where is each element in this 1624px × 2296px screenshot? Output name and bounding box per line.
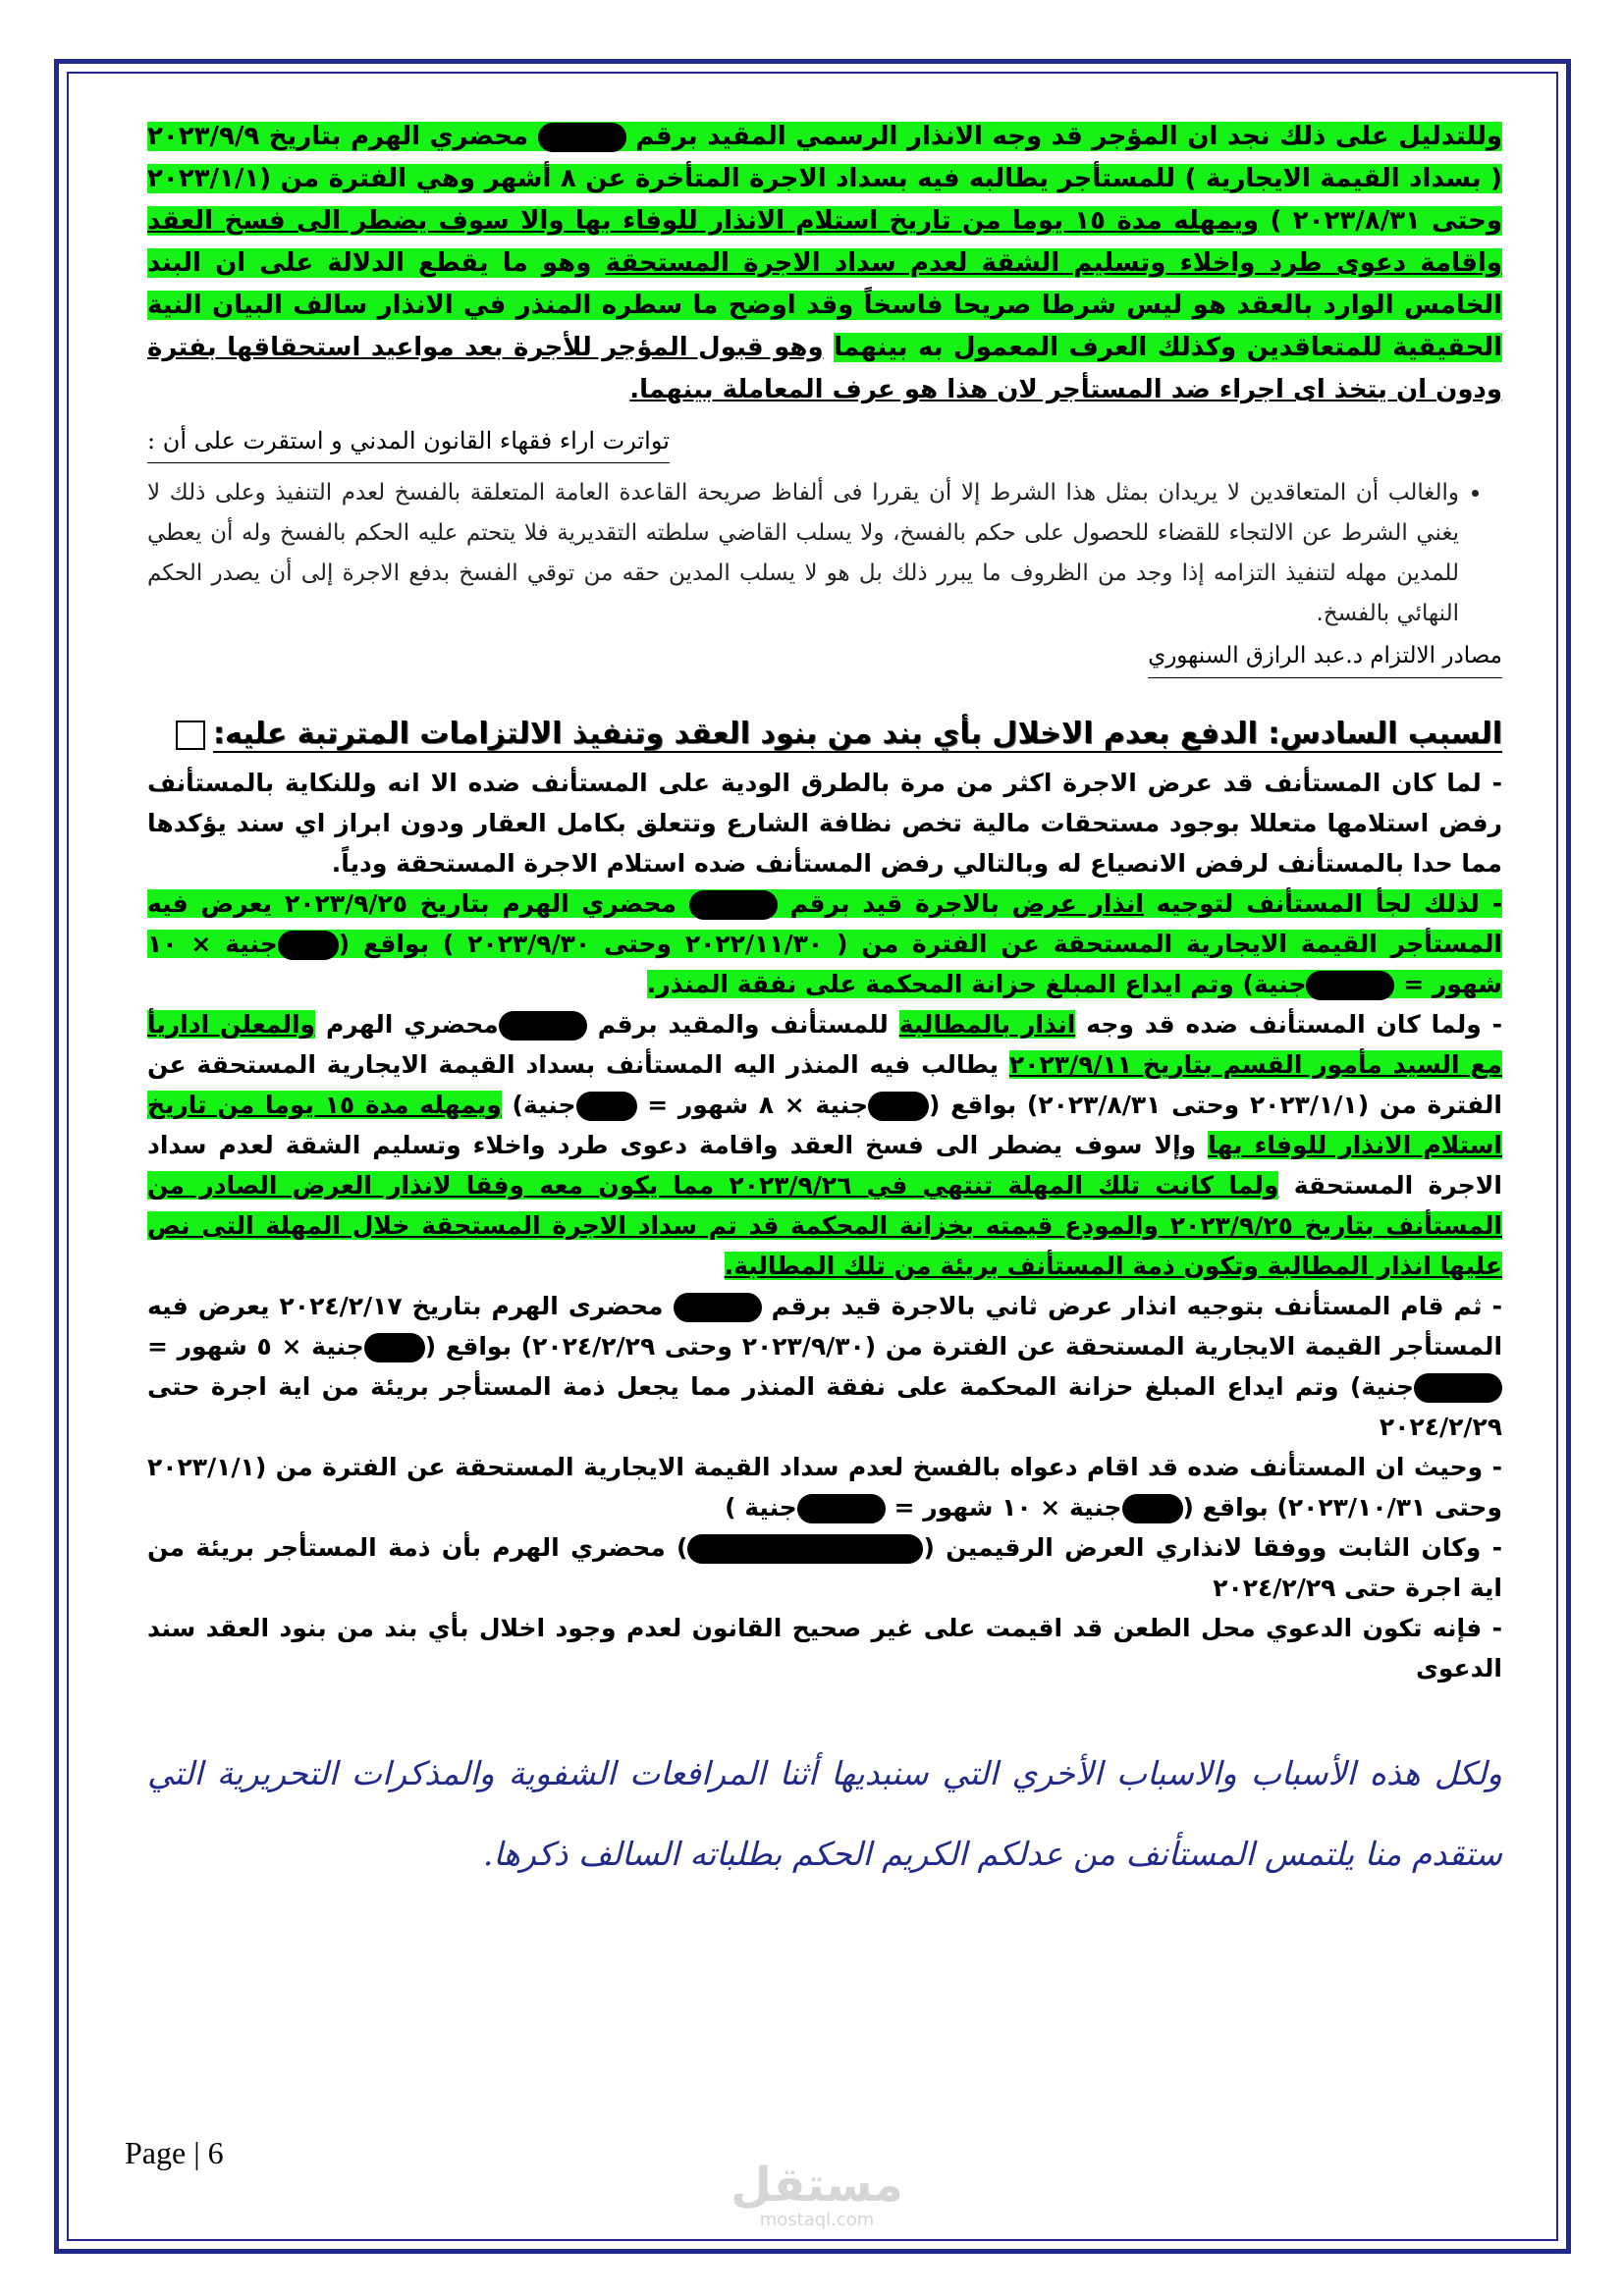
- redacted-amount: [868, 1092, 929, 1121]
- highlighted-text: وللتدليل على ذلك نجد ان المؤجر قد وجه الانذار الرسمي المقيد برقم محضري الهرم بتاريخ ٢٠٢٣/٩/٩ ( بسداد القيمة الايجارية ) للمستأجر يطالبه فيه بسداد الاجرة المتأخرة عن ٨ أشهر وهي الفترة من (٢٠٢٣/١/١ وحتى ٢٠٢٣/٨/٣١ ) ويمهله مدة ١٥ يوما من تاريخ استلام الانذار للوفاء بها والا سوف يضطر الى فسخ العقد واقامة دعوى طرد واخلاء وتسليم الشقة لعدم سداد الاجرة المستحقة وهو ما يقطع الدلالة على ان البند الخامس الوارد بالعقد هو ليس شرطا صريحا فاسخاً وقد اوضح ما سطره المنذر في الانذار سالف البيان النية الحقيقية للمتعاقدين وكذلك العرف المعمول به بينهما: [147, 122, 1503, 362]
- section-six-heading: [147, 710, 1502, 759]
- section6-bullet-6: - وكان الثابت ووفقا لانذاري العرض الرقيمين () محضري الهرم بأن ذمة المستأجر بريئة من اية اجرة حتى ٢٠٢٤/٢/٢٩: [147, 1533, 1502, 1602]
- section6-bullet-2: [147, 883, 1502, 1004]
- quote-source: مصادر الالتزام د.عبد الرازق السنهوري: [1148, 634, 1502, 678]
- redacted-amount: [364, 1333, 425, 1362]
- redacted-number: [674, 1293, 762, 1322]
- redacted-amount: [576, 1092, 637, 1121]
- redacted-amount: [797, 1494, 886, 1523]
- watermark-domain: mostaql.com: [759, 2210, 875, 2230]
- section6-bullet-1: - لما كان المستأنف قد عرض الاجرة اكثر من مرة بالطرق الودية على المستأنف ضده الا انه وللنكاية بالمستأنف رفض استلامها متعللا بوجود مستحقات مالية تخص نظافة الشارع وتتعلق بكامل العقار ودون ابراز اي سند يؤكدها مما حدا بالمستأنف لرفض الانصياع له وبالتالي رفض المستأنف ضده استلام الاجرة المستحقة ودياً.: [147, 769, 1502, 878]
- page-number: Page | 6: [125, 2135, 224, 2170]
- section6-bullet-3: - ولما كان المستأنف ضده قد وجه انذار بالمطالبة للمستأنف والمقيد برقم محضري الهرم والمعلن اداريأ مع السيد مأمور القسم بتاريخ ٢٠٢٣/٩/١١ يطالب فيه المنذر اليه المستأنف بسداد القيمة الايجارية المستحقة عن الفترة من (٢٠٢٣/١/١ وحتى ٢٠٢٣/٨/٣١) بواقع (جنية × ٨ شهور = جنية) ويمهله مدة ١٥ يوما من تاريخ استلام الانذار للوفاء بها وإلا سوف يضطر الى فسخ العقد واقامة دعوى طرد واخلاء وتسليم الشقة لعدم سداد الاجرة المستحقة ولما كانت تلك المهلة تنتهي في ٢٠٢٣/٩/٢٦ مما يكون معه وفقا لانذار العرض الصادر من المستأنف بتاريخ ٢٠٢٣/٩/٢٥ والمودع قيمته بخزانة المحكمة قد تم سداد الاجرة المستحقة خلال المهلة التى نص عليها انذار المطالبة وتكون ذمة المستأنف بريئة من تلك المطالبة.: [147, 1010, 1502, 1280]
- closing-statement: ولكل هذه الأسباب والاسباب الأخري التي سنبديها أثنا المرافعات الشفوية والمذكرات التحريرية التي ستقدم منا يلتمس المستأنف من عدلكم الكريم الحكم بطلباته السالف ذكرها.: [147, 1754, 1502, 1873]
- document-body: [147, 116, 1502, 1895]
- watermark: [709, 2160, 925, 2230]
- scholars-quote: • والغالب أن المتعاقدين لا يريدان بمثل هذا الشرط إلا أن يقررا فى ألفاظ صريحة القاعدة العامة المتعلقة بالفسخ لعدم التنفيذ وعلى ذلك لا يغني الشرط عن الالتجاء للقضاء للحصول على حكم بالفسخ، ولا يسلب القاضي سلطته التقديرية فلا يتحتم عليه الحكم بالفسخ وله أن يعطي للمدين مهله لتنفيذ التزامه إذا وجد من الظروف ما يبرر ذلك بل هو لا يسلب المدين حقه من توقي الفسخ بدفع الاجرة إلى أن يصدر الحكم النهائي بالفسخ.: [147, 473, 1459, 634]
- redacted-amount: [1306, 971, 1394, 1000]
- redacted-number: [538, 123, 626, 152]
- watermark-brand: مستقل: [731, 2158, 903, 2213]
- checkbox-icon: [176, 721, 205, 750]
- paragraph-notice-argument: [147, 116, 1502, 411]
- section6-bullet-5: - وحيث ان المستأنف ضده قد اقام دعواه بالفسخ لعدم سداد القيمة الايجارية المستحقة عن الفترة من (٢٠٢٣/١/١ وحتى ٢٠٢٣/١٠/٣١) بواقع (جنية × ١٠ شهور = جنية ): [147, 1453, 1502, 1522]
- scholars-heading: تواترت اراء فقهاء القانون المدني و استقرت على أن :: [147, 419, 670, 463]
- redacted-number: [689, 890, 778, 920]
- section6-bullet-4: - ثم قام المستأنف بتوجيه انذار عرض ثاني بالاجرة قيد برقم محضرى الهرم بتاريخ ٢٠٢٤/٢/١٧ يعرض فيه المستأجر القيمة الايجارية المستحقة عن الفترة من (٢٠٢٣/٩/٣٠ وحتى ٢٠٢٤/٢/٢٩) بواقع (جنية × ٥ شهور =جنية) وتم ايداع المبلغ حزانة المحكمة على نفقة المنذر مما يجعل ذمة المستأجر بريئة من اية اجرة حتى ٢٠٢٤/٢/٢٩: [147, 1292, 1503, 1441]
- section-six-title: السبب السادس: الدفع بعدم الاخلال بأي بند من بنود العقد وتنفيذ الالتزامات المترتبة عليه:: [213, 717, 1502, 751]
- redacted-amount: [278, 931, 339, 960]
- redacted-numbers: [687, 1534, 923, 1564]
- highlighted-text: - لذلك لجأ المستأنف لتوجيه انذار عرض بالاجرة قيد برقم محضري الهرم بتاريخ ٢٠٢٣/٩/٢٥ يعرض فيه المستأجر القيمة الايجارية المستحقة عن الفترة من ( ٢٠٢٢/١١/٣٠ وحتى ٢٠٢٣/٩/٣٠ ) بواقع (جنية × ١٠ شهور = جنية) وتم ايداع المبلغ حزانة المحكمة على نفقة المنذر.: [147, 889, 1502, 998]
- redacted-amount: [1122, 1494, 1183, 1523]
- redacted-number: [499, 1011, 587, 1041]
- redacted-amount: [1414, 1373, 1502, 1403]
- scholars-heading-row: [147, 419, 1502, 469]
- quote-source-row: [147, 634, 1502, 684]
- underlined-text: وهو قبول المؤجر للأجرة بعد مواعيد استحقاقها بفترة ودون ان يتخذ اى اجراء ضد المستأجر لان هذا هو عرف المعاملة بينهما.: [147, 333, 1502, 404]
- scholars-quote-list: [147, 473, 1502, 634]
- section6-bullet-7: - فإنه تكون الدعوي محل الطعن قد اقيمت على غير صحيح القانون لعدم وجود اخلال بأي بند من بنود العقد سند الدعوى: [147, 1614, 1502, 1682]
